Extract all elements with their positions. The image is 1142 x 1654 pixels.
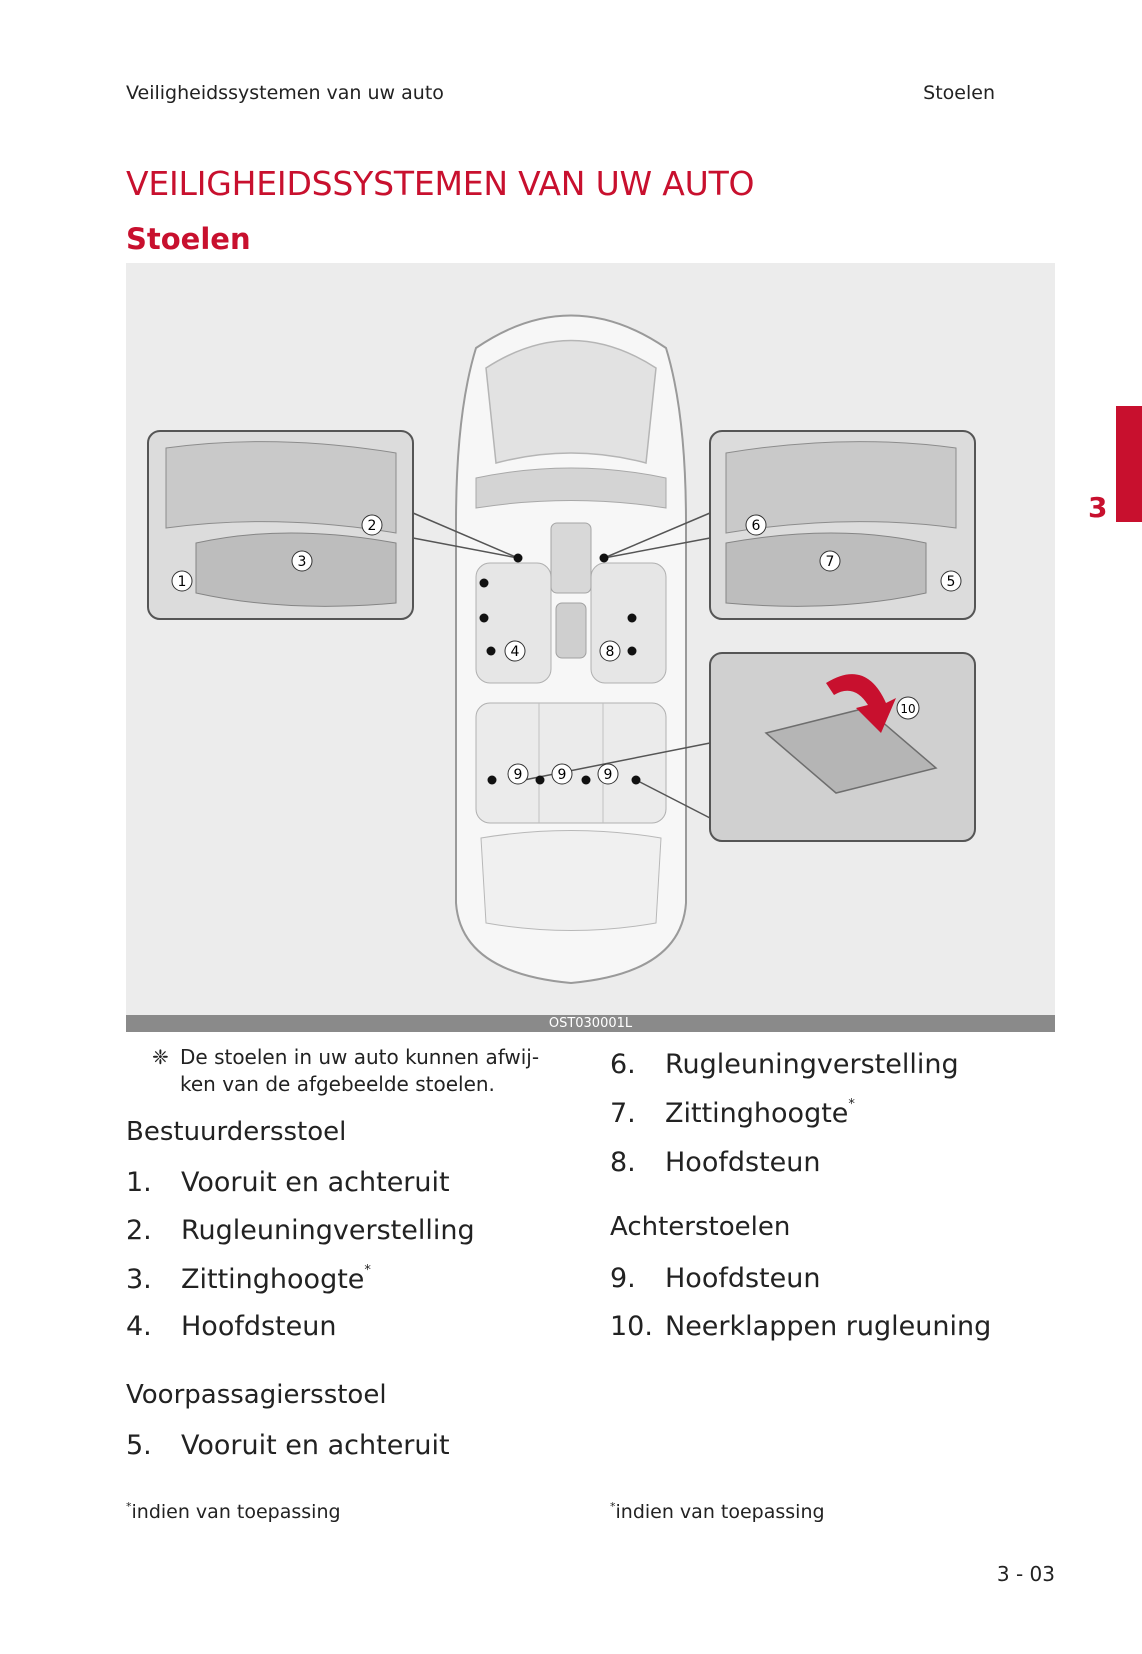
callout-6 (746, 515, 766, 535)
list-item (126, 1263, 371, 1295)
svg-text:10: 10 (900, 702, 916, 716)
callout-5 (941, 571, 961, 591)
callout-9 (508, 764, 528, 784)
callout-3 (292, 551, 312, 571)
footnote-right (610, 1500, 825, 1523)
running-header-right: Stoelen (923, 82, 995, 104)
footnote-mark: * (126, 1500, 132, 1513)
list-item (610, 1263, 820, 1294)
item-number: 3. (126, 1264, 152, 1295)
chapter-title: VEILIGHEIDSSYSTEMEN VAN UW AUTO (126, 164, 755, 203)
svg-text:3: 3 (297, 554, 307, 570)
svg-text:5: 5 (946, 574, 956, 590)
note (152, 1044, 562, 1098)
footnote-left (126, 1500, 341, 1523)
item-label: Hoofdsteun (665, 1263, 821, 1294)
list-item (610, 1311, 991, 1342)
svg-text:1: 1 (177, 574, 187, 590)
svg-text:2: 2 (367, 518, 377, 534)
running-header-left: Veiligheidssystemen van uw auto (126, 82, 444, 104)
passenger-seat-heading: Voorpassagiersstoel (126, 1380, 387, 1410)
item-label: Rugleuningverstelling (665, 1049, 959, 1080)
svg-text:6: 6 (751, 518, 761, 534)
item-number: 7. (610, 1098, 636, 1129)
item-label: Rugleuningverstelling (181, 1215, 475, 1246)
item-number: 2. (126, 1215, 152, 1246)
svg-text:8: 8 (605, 644, 615, 660)
item-label: Vooruit en achteruit (181, 1430, 450, 1461)
callout-2 (362, 515, 382, 535)
footnote-mark: * (610, 1500, 616, 1513)
item-number: 8. (610, 1147, 636, 1178)
list-item (126, 1311, 336, 1342)
footnote-marker: * (848, 1097, 855, 1112)
item-number: 10. (610, 1311, 653, 1342)
rear-seats-heading: Achterstoelen (610, 1212, 791, 1242)
item-number: 4. (126, 1311, 152, 1342)
svg-text:7: 7 (825, 554, 835, 570)
item-label: Hoofdsteun (181, 1311, 337, 1342)
section-title: Stoelen (126, 222, 251, 256)
callout-10 (897, 697, 919, 719)
callout-1 (172, 571, 192, 591)
callout-8 (600, 641, 620, 661)
note-line-1: De stoelen in uw auto kunnen afwij- (180, 1045, 540, 1069)
driver-seat-heading: Bestuurdersstoel (126, 1117, 347, 1147)
page-number: 3 - 03 (996, 1562, 1055, 1586)
list-item (126, 1167, 450, 1198)
svg-text:4: 4 (510, 644, 520, 660)
list-item (126, 1215, 475, 1246)
footnote-marker: * (364, 1263, 371, 1278)
item-label: Vooruit en achteruit (181, 1167, 450, 1198)
callout-9c (598, 764, 618, 784)
seats-illustration (126, 263, 1055, 1032)
footnote-text: indien van toepassing (615, 1501, 825, 1523)
item-number: 1. (126, 1167, 152, 1198)
callout-4 (505, 641, 525, 661)
callout-7 (820, 551, 840, 571)
item-label: Zittinghoogte (181, 1264, 365, 1295)
footnote-text: indien van toepassing (131, 1501, 341, 1523)
list-item (610, 1097, 855, 1129)
item-label: Neerklappen rugleuning (665, 1311, 992, 1342)
list-item (610, 1049, 959, 1080)
svg-text:9: 9 (603, 767, 613, 783)
note-symbol: ❈ (152, 1045, 169, 1069)
figure-code: OST030001L (548, 1016, 633, 1031)
item-label: Hoofdsteun (665, 1147, 821, 1178)
seats-diagram-svg (126, 263, 1055, 1032)
item-number: 5. (126, 1430, 152, 1461)
svg-text:9: 9 (557, 767, 567, 783)
list-item (610, 1147, 820, 1178)
item-number: 9. (610, 1263, 636, 1294)
note-line-2: ken van de afgebeelde stoelen. (180, 1072, 495, 1096)
item-number: 6. (610, 1049, 636, 1080)
chapter-tab-number: 3 (1088, 491, 1108, 524)
list-item (126, 1430, 450, 1461)
svg-text:9: 9 (513, 767, 523, 783)
callout-9b (552, 764, 572, 784)
chapter-tab-marker (1116, 406, 1142, 522)
item-label: Zittinghoogte (665, 1098, 849, 1129)
